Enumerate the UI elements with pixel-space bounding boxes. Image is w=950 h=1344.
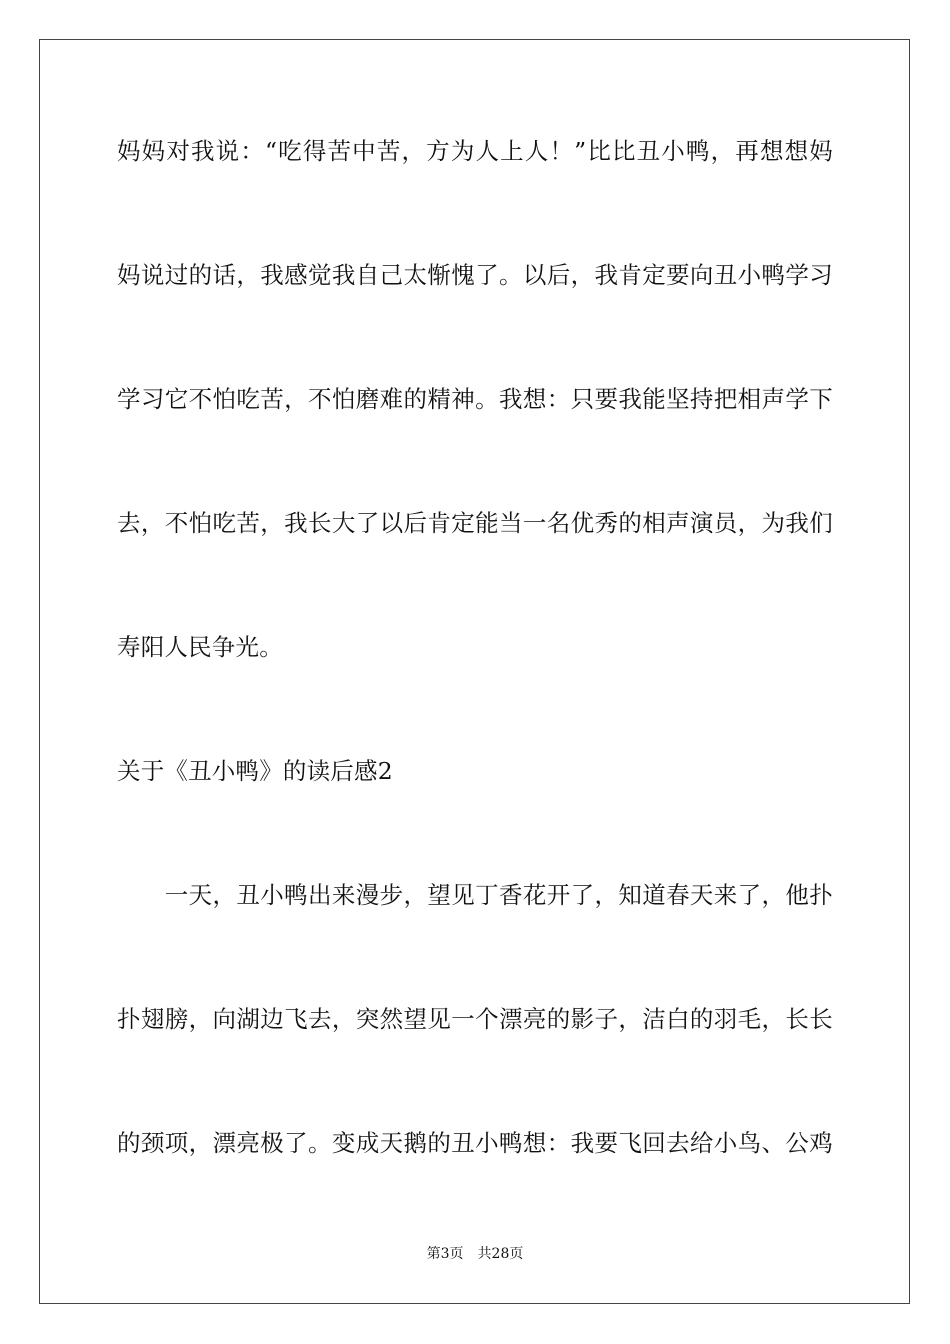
body-text-line: 寿阳人民争光。 [117, 633, 283, 661]
page-border [39, 39, 910, 1304]
body-text-line: 妈妈对我说：“吃得苦中苦，方为人上人！”比比丑小鸭，再想想妈 [117, 137, 833, 165]
body-text-line: 的颈项，漂亮极了。变成天鹅的丑小鸭想：我要飞回去给小鸟、公鸡 [117, 1129, 833, 1157]
body-text-line: 去，不怕吃苦，我长大了以后肯定能当一名优秀的相声演员，为我们 [117, 509, 833, 537]
section-heading: 关于《丑小鸭》的读后感2 [117, 757, 393, 785]
page-number: 第3页 共28页 [426, 1246, 524, 1262]
body-text-line: 扑翅膀，向湖边飞去，突然望见一个漂亮的影子，洁白的羽毛，长长 [117, 1005, 833, 1033]
body-text-line: 妈说过的话，我感觉我自己太惭愧了。以后，我肯定要向丑小鸭学习 [117, 261, 833, 289]
body-text-line: 一天，丑小鸭出来漫步，望见丁香花开了，知道春天来了，他扑 [117, 881, 833, 909]
body-text-line: 学习它不怕吃苦，不怕磨难的精神。我想：只要我能坚持把相声学下 [117, 385, 833, 413]
